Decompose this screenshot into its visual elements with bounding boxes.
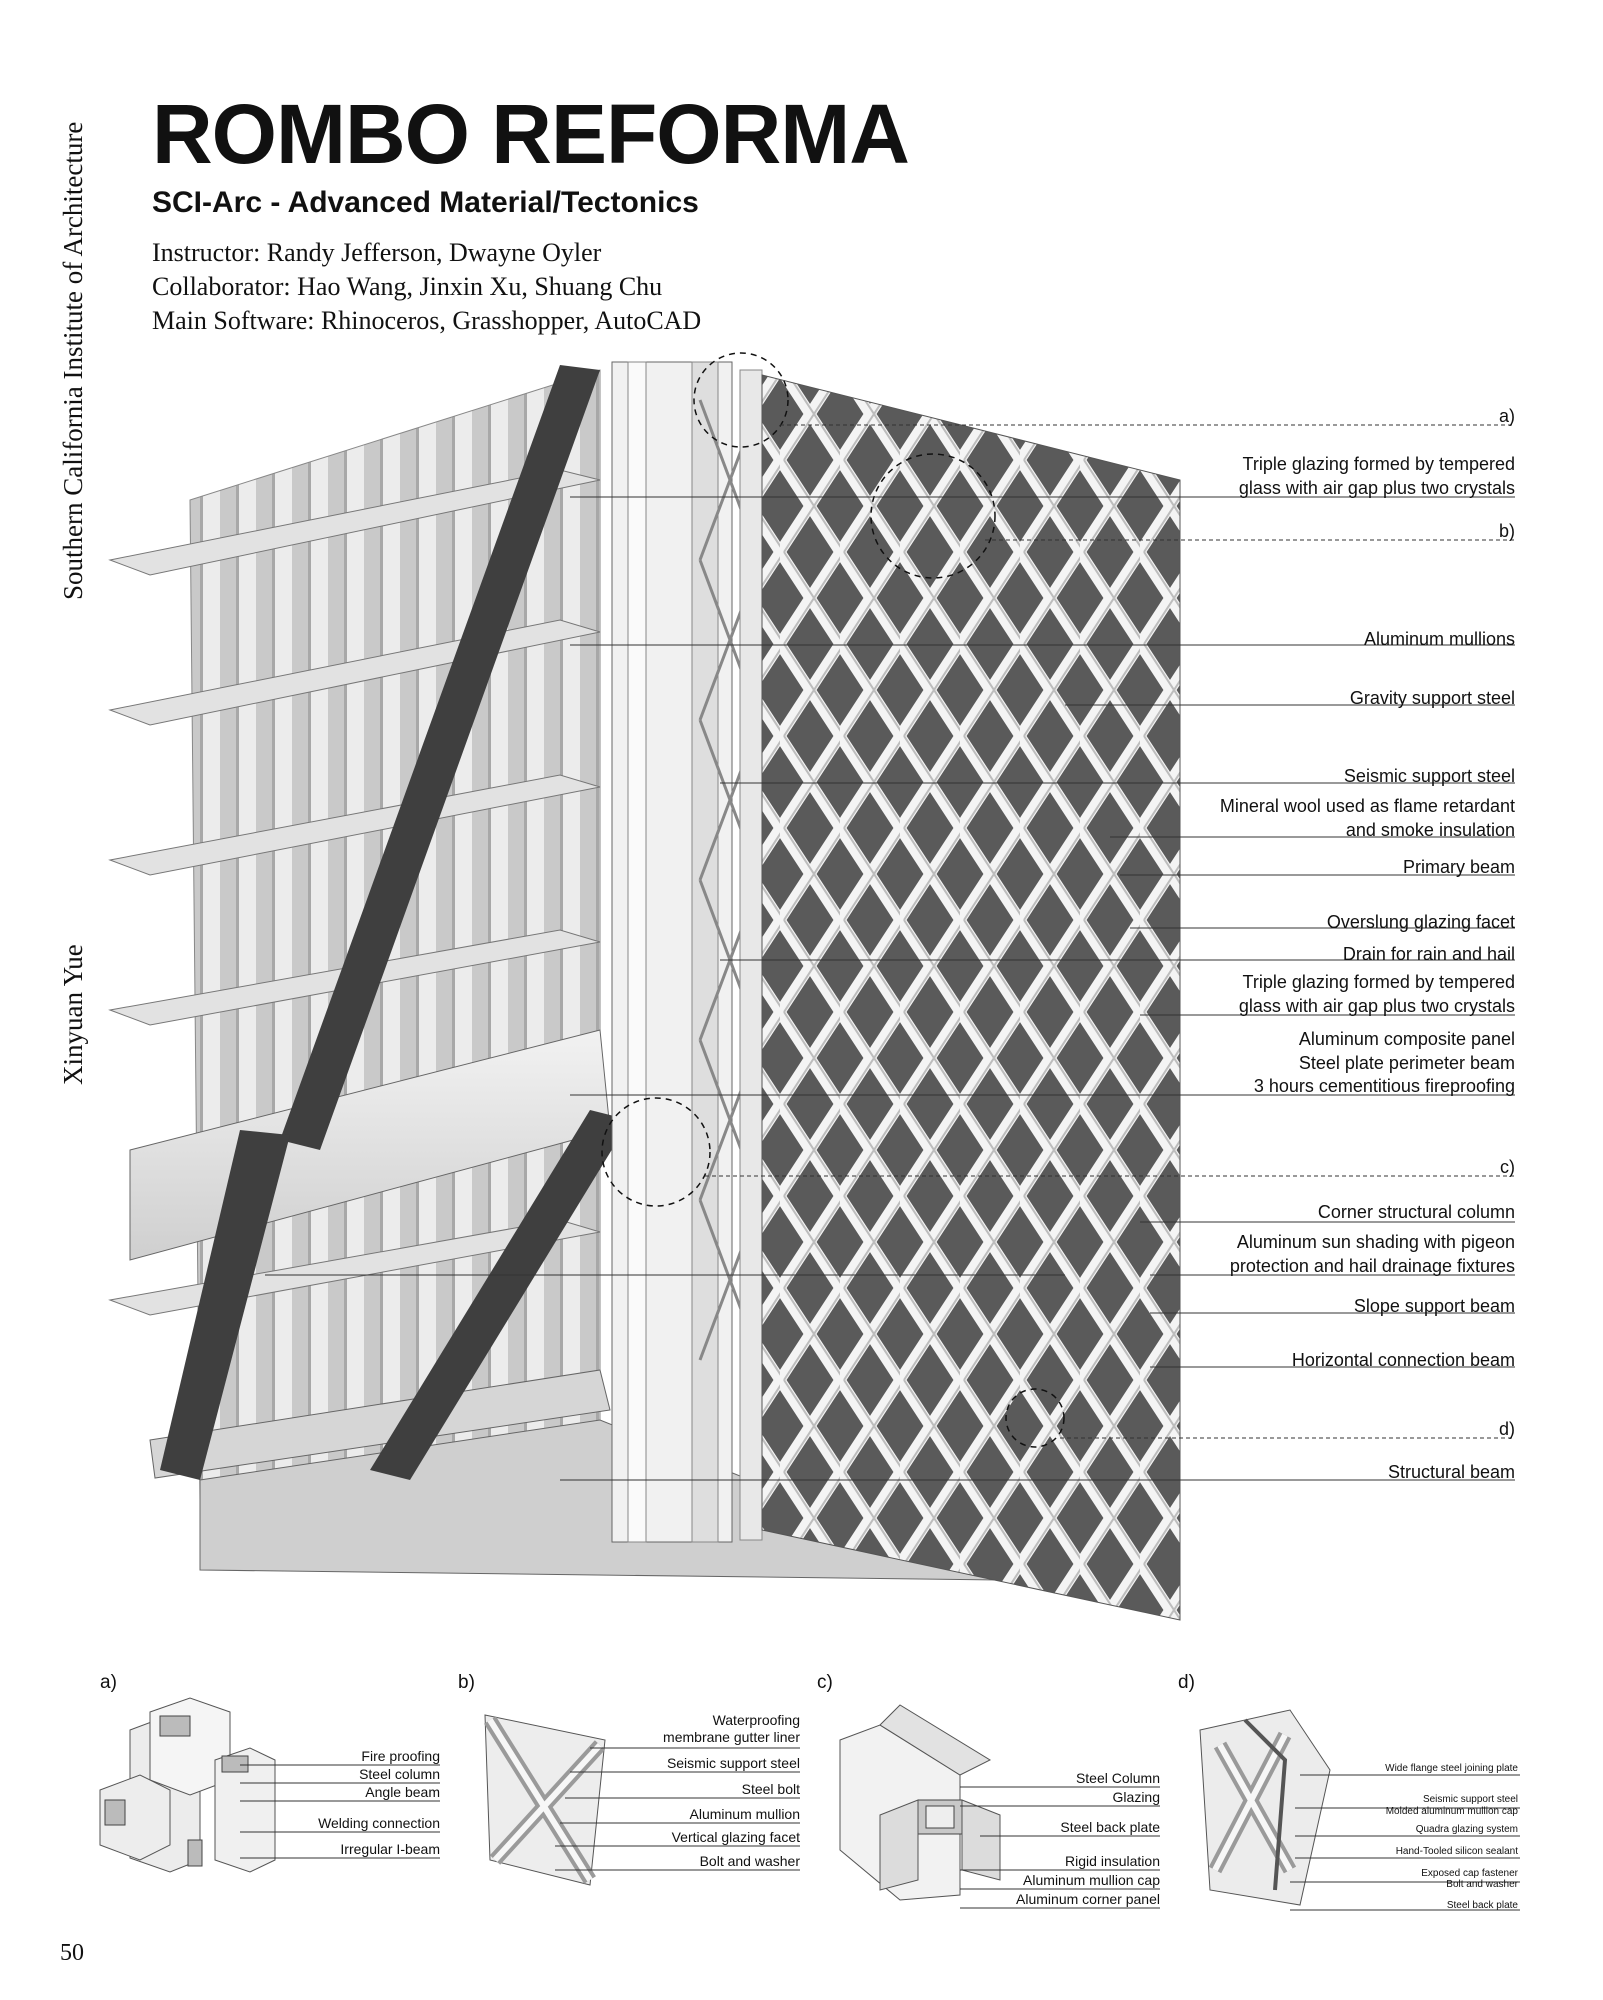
detail-b-label: Vertical glazing facet: [671, 1829, 800, 1845]
detail-b-label: Bolt and washer: [699, 1853, 800, 1869]
page-title: ROMBO REFORMA: [152, 87, 909, 181]
callout-c: c): [1500, 1157, 1515, 1177]
detail-d-label: Steel back plate: [1446, 1900, 1518, 1911]
detail-c-drawing: [840, 1705, 1000, 1900]
callout-triple-glazing-2: glass with air gap plus two crystals: [1238, 478, 1515, 498]
diagrid-facade: [762, 375, 1180, 1620]
detail-a-label: Welding connection: [318, 1815, 440, 1831]
callout-steel-plate-perimeter: Steel plate perimeter beam: [1298, 1053, 1515, 1073]
callout-d: d): [1498, 1419, 1515, 1439]
callout-sun-shading-1: Aluminum sun shading with pigeon: [1236, 1232, 1515, 1252]
detail-c-label: Aluminum mullion cap: [1023, 1872, 1160, 1888]
side-school-label: Southern California Institute of Architecture: [58, 121, 88, 600]
detail-d-label: Hand-Tooled silicon sealant: [1395, 1846, 1518, 1857]
callout-seismic-support-steel: Seismic support steel: [1343, 766, 1515, 786]
detail-c-label: Steel Column: [1075, 1770, 1160, 1786]
callout-corner-structural-column: Corner structural column: [1317, 1202, 1515, 1222]
callout-gravity-support-steel: Gravity support steel: [1349, 688, 1515, 708]
detail-d-label: Wide flange steel joining plate: [1385, 1763, 1518, 1774]
detail-b-label: Steel bolt: [741, 1781, 800, 1797]
detail-d-label: Exposed cap fastener: [1421, 1868, 1518, 1879]
detail-c-label: Aluminum corner panel: [1016, 1891, 1160, 1907]
callout-fireproofing: 3 hours cementitious fireproofing: [1253, 1076, 1515, 1096]
callout-aluminum-composite-panel: Aluminum composite panel: [1298, 1029, 1515, 1049]
callout-a: a): [1498, 406, 1515, 426]
callout-primary-beam: Primary beam: [1402, 857, 1515, 877]
detail-a-drawing: [100, 1698, 275, 1872]
callout-horizontal-connection-beam: Horizontal connection beam: [1291, 1350, 1515, 1370]
detail-b-letter: b): [458, 1672, 475, 1693]
collaborator-line: Collaborator: Hao Wang, Jinxin Xu, Shuang Chu: [152, 272, 663, 301]
callout-mineral-wool-2: and smoke insulation: [1345, 820, 1515, 840]
detail-a-label: Steel column: [359, 1766, 440, 1782]
page-subtitle: SCI-Arc - Advanced Material/Tectonics: [152, 186, 699, 219]
detail-b-label: Waterproofing: [712, 1712, 800, 1728]
detail-b-label: Aluminum mullion: [689, 1806, 800, 1822]
detail-d-label: Bolt and washer: [1446, 1879, 1518, 1890]
detail-c-label: Rigid insulation: [1065, 1853, 1160, 1869]
side-author-label: Xinyuan Yue: [58, 944, 88, 1085]
detail-b-label: Seismic support steel: [666, 1755, 800, 1771]
callout-slope-support-beam: Slope support beam: [1353, 1296, 1515, 1316]
callout-triple-glazing-3: Triple glazing formed by tempered: [1242, 972, 1515, 992]
callout-triple-glazing-1: Triple glazing formed by tempered: [1242, 454, 1515, 474]
detail-d-letter: d): [1178, 1672, 1195, 1693]
callout-aluminum-mullions: Aluminum mullions: [1363, 629, 1515, 649]
detail-a-label: Angle beam: [365, 1784, 440, 1800]
detail-b-drawing: [485, 1715, 605, 1885]
detail-c-letter: c): [817, 1672, 833, 1693]
callout-structural-beam: Structural beam: [1387, 1462, 1515, 1482]
detail-a-label: Fire proofing: [361, 1748, 440, 1764]
software-line: Main Software: Rhinoceros, Grasshopper, AutoCAD: [152, 306, 702, 335]
corner-column: [612, 362, 762, 1542]
callout-overslung-glazing: Overslung glazing facet: [1326, 912, 1515, 932]
callout-triple-glazing-4: glass with air gap plus two crystals: [1238, 996, 1515, 1016]
detail-a-label: Irregular I-beam: [340, 1841, 440, 1857]
callout-sun-shading-2: protection and hail drainage fixtures: [1229, 1256, 1515, 1276]
detail-d-label: Seismic support steel: [1422, 1794, 1518, 1805]
callout-mineral-wool-1: Mineral wool used as flame retardant: [1219, 796, 1515, 816]
page-number: 50: [60, 1940, 84, 1966]
instructor-line: Instructor: Randy Jefferson, Dwayne Oyler: [152, 238, 602, 267]
callout-b: b): [1498, 521, 1515, 541]
detail-d-label: Molded aluminum mullion cap: [1385, 1806, 1518, 1817]
detail-d-label: Quadra glazing system: [1415, 1824, 1518, 1835]
callout-drain: Drain for rain and hail: [1342, 944, 1515, 964]
detail-c-label: Steel back plate: [1060, 1819, 1160, 1835]
detail-c-label: Glazing: [1112, 1789, 1160, 1805]
detail-a-letter: a): [100, 1672, 117, 1693]
detail-b-label: membrane gutter liner: [663, 1729, 800, 1745]
